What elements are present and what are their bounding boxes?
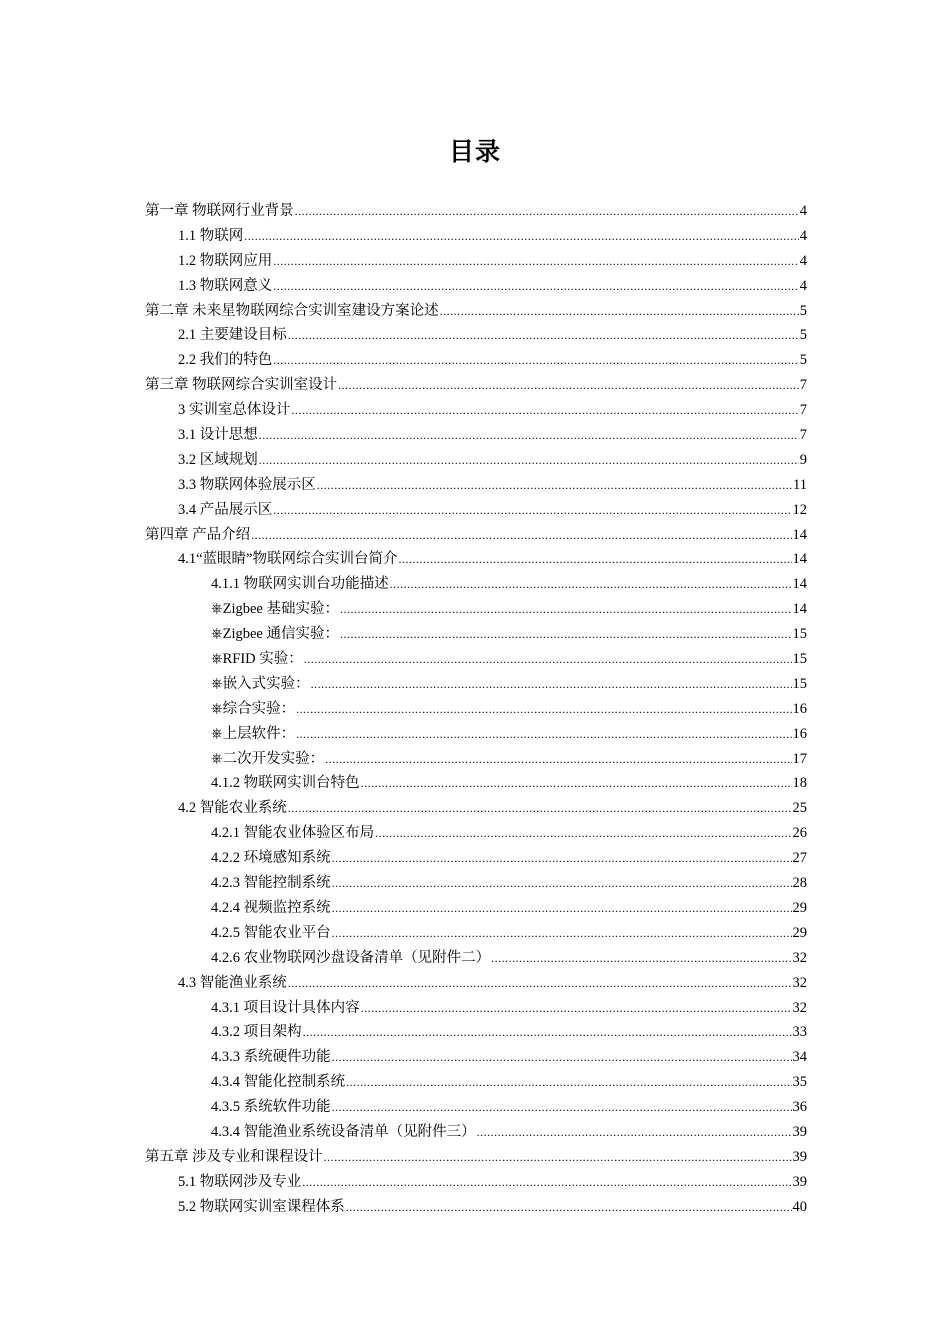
dot-leader (288, 323, 799, 348)
toc-entry-title: ⎈综合实验： (211, 700, 296, 717)
toc-entry-title: 4.1.1 物联网实训台功能描述 (211, 576, 389, 593)
toc-entry[interactable] (145, 971, 807, 996)
dot-leader (303, 1020, 792, 1045)
dot-leader (332, 871, 792, 896)
dot-leader (332, 846, 792, 871)
toc-entry[interactable] (145, 1045, 807, 1070)
toc-entry-title: 4.3.1 项目设计具体内容 (211, 999, 360, 1016)
toc-entry[interactable] (145, 597, 807, 622)
toc-entry[interactable] (145, 1195, 807, 1220)
dot-leader (340, 597, 792, 622)
dot-leader (304, 647, 792, 672)
toc-entry-title: 4.2.2 环境感知系统 (211, 850, 331, 867)
toc-entry[interactable] (145, 722, 807, 747)
toc-entry-title: 4.1“蓝眼睛”物联网综合实训台简介 (178, 551, 398, 568)
toc-list (145, 199, 807, 1220)
dot-leader (440, 299, 799, 324)
toc-entry[interactable] (145, 473, 807, 498)
toc-entry-title: 1.2 物联网应用 (178, 252, 273, 269)
toc-entry-title: 3.4 产品展示区 (178, 501, 273, 518)
toc-entry-title: 4.2.3 智能控制系统 (211, 875, 331, 892)
toc-entry-title: ⎈上层软件： (211, 725, 296, 742)
dot-leader (332, 921, 792, 946)
toc-entry-title: 5.1 物联网涉及专业 (178, 1173, 302, 1190)
toc-entry-title: 3 实训室总体设计 (178, 402, 291, 419)
toc-entry[interactable] (145, 1020, 807, 1045)
dot-leader (296, 697, 791, 722)
dot-leader (317, 473, 792, 498)
toc-page-number: 34 (792, 1049, 807, 1066)
toc-entry[interactable] (145, 946, 807, 971)
dot-leader (361, 996, 792, 1021)
toc-entry[interactable] (145, 348, 807, 373)
toc-entry-title: 1.3 物联网意义 (178, 277, 273, 294)
toc-entry-title: 4.3.5 系统软件功能 (211, 1099, 331, 1116)
toc-entry-title: 3.3 物联网体验展示区 (178, 476, 316, 493)
toc-entry-title: 4.3.2 项目架构 (211, 1024, 302, 1041)
toc-page-number: 11 (793, 476, 807, 493)
toc-entry-title: 4.3.3 系统硬件功能 (211, 1049, 331, 1066)
toc-page-number: 5 (799, 352, 807, 369)
toc-entry[interactable] (145, 796, 807, 821)
dot-leader (291, 398, 798, 423)
toc-entry-title: 4.2.1 智能农业体验区布局 (211, 825, 375, 842)
toc-entry[interactable] (145, 871, 807, 896)
toc-entry-title: 第一章 物联网行业背景 (145, 203, 294, 219)
toc-entry[interactable] (145, 896, 807, 921)
toc-page-number: 14 (792, 601, 807, 618)
toc-page-number: 39 (792, 1173, 807, 1190)
dot-leader (302, 1170, 791, 1195)
dot-leader (288, 796, 792, 821)
dot-leader (273, 498, 791, 523)
dot-leader (259, 448, 799, 473)
dot-leader (288, 971, 792, 996)
toc-entry-title: 4.1.2 物联网实训台特色 (211, 775, 360, 792)
toc-entry[interactable] (145, 672, 807, 697)
toc-page-number: 5 (799, 327, 807, 344)
toc-entry-title: 4.2.6 农业物联网沙盘设备清单（见附件二） (211, 949, 491, 966)
toc-entry[interactable] (145, 697, 807, 722)
toc-entry-title: 第二章 未来星物联网综合实训室建设方案论述 (145, 302, 439, 319)
toc-entry-title: 3.1 设计思想 (178, 427, 258, 444)
toc-entry[interactable] (145, 373, 807, 398)
dot-leader (375, 821, 791, 846)
toc-page-number: 39 (792, 1148, 807, 1165)
toc-page-number: 18 (792, 775, 807, 792)
toc-page-number: 25 (792, 800, 807, 817)
dot-leader (491, 946, 791, 971)
toc-entry[interactable] (145, 498, 807, 523)
toc-page-number: 15 (792, 675, 807, 692)
toc-entry-title: 2.1 主要建设目标 (178, 327, 287, 344)
toc-page-number: 40 (792, 1198, 807, 1215)
toc-entry[interactable] (145, 996, 807, 1021)
toc-page-number: 27 (792, 850, 807, 867)
dot-leader (332, 1095, 792, 1120)
toc-page-number: 14 (792, 576, 807, 593)
dot-leader (361, 771, 792, 796)
toc-entry-title: 第五章 涉及专业和课程设计 (145, 1148, 323, 1165)
toc-entry[interactable] (145, 821, 807, 846)
toc-entry[interactable] (145, 1170, 807, 1195)
toc-entry[interactable] (145, 846, 807, 871)
toc-entry[interactable] (145, 647, 807, 672)
toc-entry[interactable] (145, 448, 807, 473)
dot-leader (311, 672, 792, 697)
toc-entry-title: 4.2.5 智能农业平台 (211, 924, 331, 941)
toc-entry-title: 第三章 物联网综合实训室设计 (145, 377, 338, 394)
toc-entry-title: 4.2.4 视频监控系统 (211, 899, 331, 916)
dot-leader (332, 896, 792, 921)
toc-page-number: 26 (792, 825, 807, 842)
dot-leader (346, 1070, 791, 1095)
toc-page-number: 28 (792, 875, 807, 892)
dot-leader (325, 747, 791, 772)
toc-page-number: 33 (792, 1024, 807, 1041)
toc-entry[interactable] (145, 299, 807, 324)
dot-leader (477, 1120, 792, 1145)
dot-leader (251, 523, 791, 548)
toc-entry-title: ⎈RFID 实验： (211, 651, 303, 668)
toc-entry[interactable] (145, 249, 807, 274)
toc-entry-title: 3.2 区域规划 (178, 451, 258, 468)
toc-page-number: 29 (792, 899, 807, 916)
dot-leader (273, 274, 799, 299)
toc-entry-title: ⎈嵌入式实验： (211, 675, 310, 692)
toc-entry-title: 4.3 智能渔业系统 (178, 974, 287, 991)
toc-page-number: 12 (792, 501, 807, 518)
toc-page-number: 32 (792, 949, 807, 966)
toc-page-number: 32 (792, 974, 807, 991)
toc-page-number: 9 (799, 451, 807, 468)
toc-entry[interactable] (145, 1145, 807, 1170)
toc-entry[interactable] (145, 523, 807, 548)
dot-leader (273, 348, 799, 373)
dot-leader (244, 224, 799, 249)
toc-entry-title: ⎈Zigbee 通信实验： (211, 626, 339, 643)
toc-page-number: 39 (792, 1123, 807, 1140)
toc-page-number: 7 (799, 427, 807, 444)
dot-leader (390, 572, 792, 597)
toc-page-number: 32 (792, 999, 807, 1016)
dot-leader (340, 622, 792, 647)
toc-page-number: 14 (792, 551, 807, 568)
dot-leader (332, 1045, 792, 1070)
toc-entry[interactable] (145, 199, 807, 224)
dot-leader (324, 1145, 792, 1170)
toc-page-number: 4 (799, 252, 807, 269)
dot-leader (346, 1195, 792, 1220)
toc-page-number: 4 (799, 277, 807, 294)
dot-leader (296, 722, 791, 747)
toc-entry[interactable] (145, 274, 807, 299)
dot-leader (273, 249, 799, 274)
toc-page-number: 17 (792, 750, 807, 767)
dot-leader (399, 547, 792, 572)
dot-leader (338, 373, 799, 398)
toc-entry[interactable] (145, 921, 807, 946)
toc-page-number: 5 (799, 302, 807, 319)
toc-page-number: 15 (792, 626, 807, 643)
toc-page-number: 7 (799, 402, 807, 419)
toc-entry-title: ⎈Zigbee 基础实验： (211, 601, 339, 618)
toc-page-number: 16 (792, 700, 807, 717)
toc-entry-title: 第四章 产品介绍 (145, 526, 251, 543)
toc-page-number: 14 (792, 526, 807, 543)
toc-entry[interactable] (145, 771, 807, 796)
toc-entry-title: 5.2 物联网实训室课程体系 (178, 1198, 345, 1215)
toc-page-number: 35 (792, 1074, 807, 1091)
toc-page-number: 7 (799, 377, 807, 394)
toc-entry-title: 1.1 物联网 (178, 227, 244, 244)
toc-page-number: 36 (792, 1099, 807, 1116)
toc-page-number: 15 (792, 651, 807, 668)
toc-entry[interactable] (145, 323, 807, 348)
toc-entry-title: 4.3.4 智能化控制系统 (211, 1074, 346, 1091)
dot-leader (259, 423, 799, 448)
toc-entry-title: 4.2 智能农业系统 (178, 800, 287, 817)
toc-entry[interactable] (145, 1070, 807, 1095)
toc-entry-title: ⎈二次开发实验： (211, 750, 325, 767)
toc-entry[interactable] (145, 547, 807, 572)
toc-entry[interactable] (145, 622, 807, 647)
toc-entry[interactable] (145, 747, 807, 772)
toc-entry[interactable] (145, 1120, 807, 1145)
dot-leader (295, 199, 799, 224)
toc-page-number: 4 (799, 227, 807, 244)
toc-entry-title: 4.3.4 智能渔业系统设备清单（见附件三） (211, 1123, 476, 1140)
toc-entry[interactable] (145, 423, 807, 448)
toc-title: 目录 (448, 137, 501, 166)
toc-entry[interactable] (145, 1095, 807, 1120)
toc-page-number: 4 (799, 203, 807, 219)
toc-entry[interactable] (145, 398, 807, 423)
toc-entry[interactable] (145, 224, 807, 249)
toc-entry-title: 2.2 我们的特色 (178, 352, 273, 369)
toc-page-number: 29 (792, 924, 807, 941)
toc-entry[interactable] (145, 572, 807, 597)
toc-page-number: 16 (792, 725, 807, 742)
